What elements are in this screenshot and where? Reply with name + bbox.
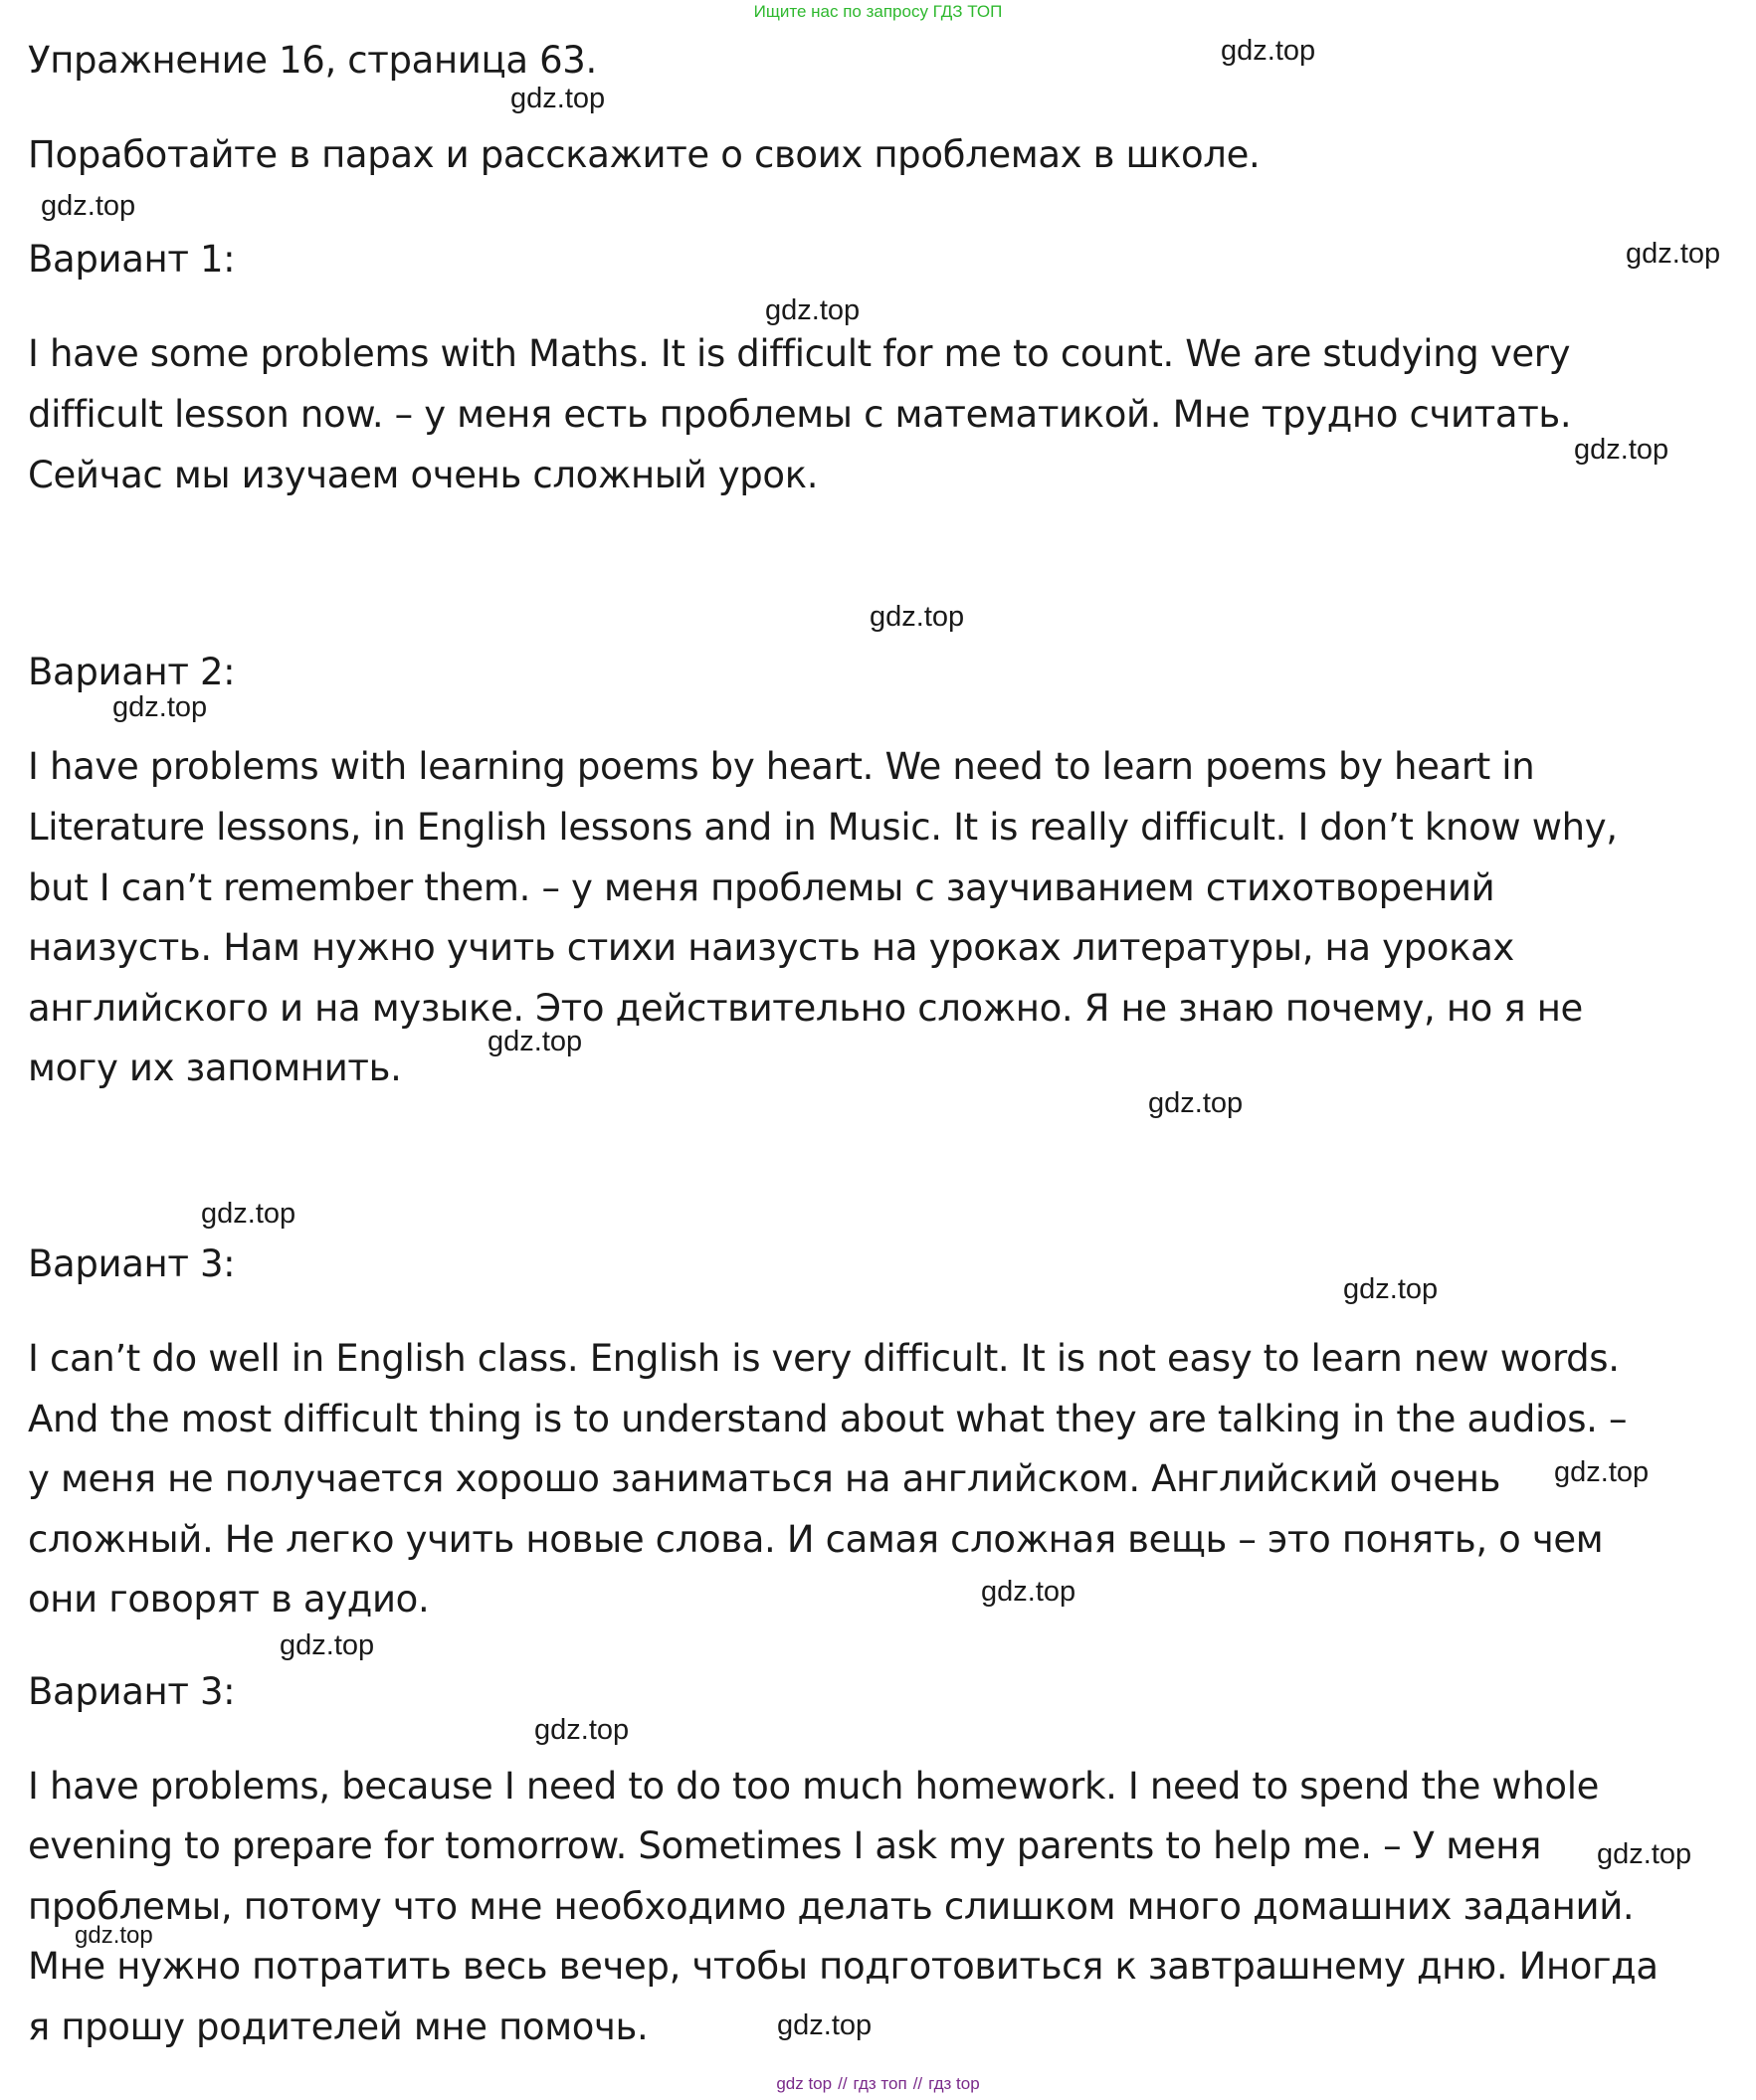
watermark: gdz.top [1554,1456,1650,1488]
footer-part: гдз топ [853,2074,907,2093]
watermark: gdz.top [870,601,965,633]
footer-part: гдз top [928,2074,980,2093]
watermark: gdz.top [280,1629,375,1661]
watermark: gdz.top [981,1576,1076,1608]
watermark: gdz.top [41,190,136,222]
page-title: Упражнение 16, страница 63. [28,39,597,82]
variant-1-heading: Вариант 1: [28,238,236,281]
top-banner: Ищите нас по запросу ГДЗ ТОП [753,2,1003,21]
watermark: gdz.top [1597,1838,1692,1870]
variant-1-line: difficult lesson now. – у меня есть проблемы с математикой. Мне трудно считать. [28,393,1572,436]
footer-separator: // [838,2074,848,2093]
variant-4-line: evening to prepare for tomorrow. Sometimes I ask my parents to help me. – У меня [28,1824,1541,1867]
variant-1-line: I have some problems with Maths. It is difficult for me to count. We are studying very [28,332,1571,375]
variant-3-line: сложный. Не легко учить новые слова. И самая сложная вещь – это понять, о чем [28,1518,1604,1561]
watermark: gdz.top [1148,1087,1244,1119]
variant-4-line: я прошу родителей мне помочь. [28,2005,649,2048]
footer-separator: // [912,2074,923,2093]
footer [0,2074,1756,2094]
footer-part: gdz top [776,2074,833,2093]
watermark: gdz.top [510,83,606,114]
variant-4-line: I have problems, because I need to do too much homework. I need to spend the whole [28,1765,1600,1808]
variant-4-line: Мне нужно потратить весь вечер, чтобы подготовиться к завтрашнему дню. Иногда [28,1945,1658,1988]
watermark: gdz.top [1574,434,1669,466]
variant-2-line: Literature lessons, in English lessons and in Music. It is really difficult. I don’t know why, [28,806,1618,849]
watermark: gdz.top [112,691,208,723]
variant-3-line: And the most difficult thing is to understand about what they are talking in the audios. – [28,1398,1628,1440]
watermark: gdz.top [765,294,861,326]
variant-2-line: английского и на музыке. Это действительно сложно. Я не знаю почему, но я не [28,987,1583,1030]
watermark: gdz.top [201,1198,296,1230]
variant-1-line: Сейчас мы изучаем очень сложный урок. [28,454,819,496]
watermark: gdz.top [534,1714,630,1746]
variant-3-line: у меня не получается хорошо заниматься на английском. Английский очень [28,1457,1501,1500]
variant-2-line: but I can’t remember them. – у меня проблемы с заучиванием стихотворений [28,866,1495,909]
watermark: gdz.top [777,2009,873,2041]
watermark-small: gdz.top [75,1922,153,1949]
watermark: gdz.top [488,1026,583,1057]
variant-2-heading: Вариант 2: [28,651,236,693]
variant-2-line: I have problems with learning poems by heart. We need to learn poems by heart in [28,745,1535,788]
variant-3-line: I can’t do well in English class. English is very difficult. It is not easy to learn new words. [28,1337,1620,1380]
variant-4-line: проблемы, потому что мне необходимо делать слишком много домашних заданий. [28,1885,1635,1928]
watermark: gdz.top [1343,1273,1439,1305]
watermark: gdz.top [1221,35,1316,67]
variant-4-heading: Вариант 3: [28,1670,236,1713]
watermark: gdz.top [1626,238,1721,270]
task-text: Поработайте в парах и расскажите о своих проблемах в школе. [28,133,1261,176]
variant-3-heading: Вариант 3: [28,1242,236,1285]
variant-2-line: могу их запомнить. [28,1047,402,1089]
variant-3-line: они говорят в аудио. [28,1578,430,1621]
variant-2-line: наизусть. Нам нужно учить стихи наизусть на уроках литературы, на уроках [28,926,1514,969]
